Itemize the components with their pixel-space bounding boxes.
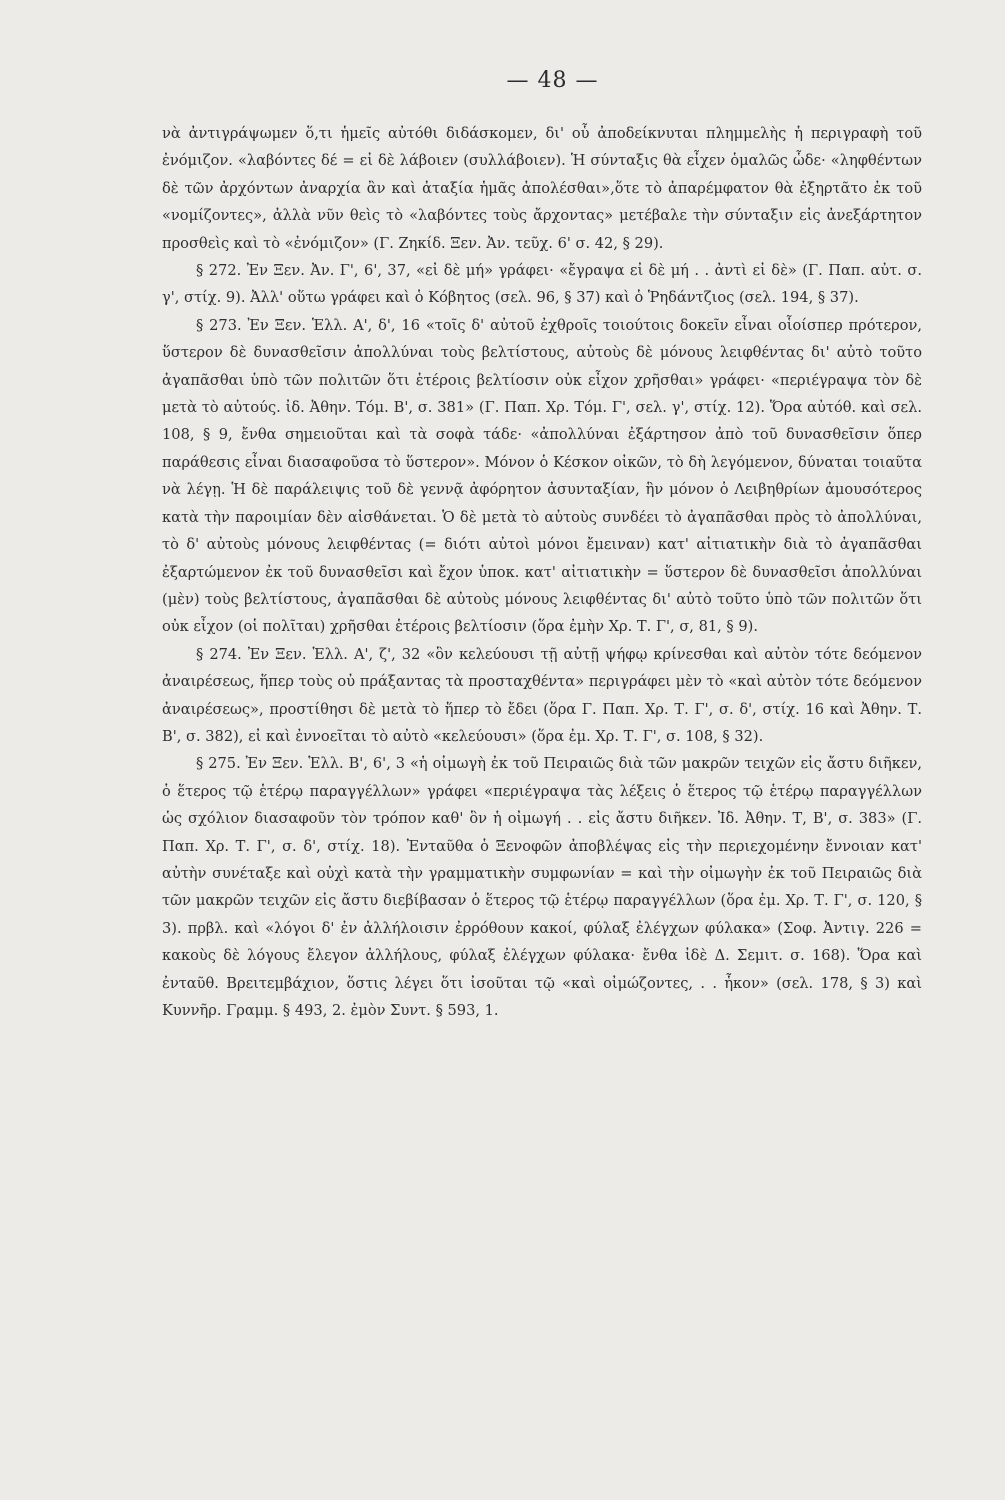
paragraph-272: § 272. Ἐν Ξεν. Ἀν. Γ', 6', 37, «εἰ δὲ μή» γράφει· «ἔγραψα εἰ δὲ μή . . ἀντὶ εἰ δὲ» (Γ. Παπ. αὐτ. σ. γ', στίχ. 9). Ἀλλ' οὕτω γράφει καὶ ὁ Κόβητος (σελ. 96, § 37) καὶ ὁ Ῥηδάντζιος (σελ. 194, § 37). — [162, 262, 922, 307]
body-text — [162, 120, 922, 1024]
paragraph-275: § 275. Ἐν Ξεν. Ἑλλ. Β', 6', 3 «ἡ οἰμωγὴ ἐκ τοῦ Πειραιῶς διὰ τῶν μακρῶν τειχῶν εἰς ἄστυ διῆκεν, ὁ ἕτερος τῷ ἑτέρῳ παραγγέλλων» γράφει «περιέγραψα τὰς λέξεις ὁ ἕτερος τῷ ἑτέρῳ παραγγέλλων ὡς σχόλιον διασαφοῦν τὸν τρόπον καθ' ὃν ἡ οἰμωγή . . εἰς ἄστυ διῆκεν. Ἰδ. Ἀθην. Τ, Β', σ. 383» (Γ. Παπ. Χρ. Τ. Γ', σ. δ', στίχ. 18). Ἐνταῦθα ὁ Ξενοφῶν ἀποβλέψας εἰς τὴν περιεχομένην ἔννοιαν κατ' αὐτὴν συνέταξε καὶ οὐχὶ κατὰ τὴν γραμματικὴν συμφωνίαν = καὶ τὴν οἰμωγὴν ἐκ τοῦ Πειραιῶς διὰ τῶν μακρῶν τειχῶν εἰς ἄστυ διεβίβασαν ὁ ἕτερος τῷ ἑτέρῳ παραγγέλλων (ὅρα ἐμ. Χρ. Τ. Γ', σ. 120, § 3). πρβλ. καὶ «λόγοι δ' ἐν ἀλλήλοισιν ἐρρόθουν κακοί, φύλαξ ἐλέγχων φύλακα» (Σοφ. Ἀντιγ. 226 = κακοὺς δὲ λόγους ἔλεγον ἀλλήλους, φύλαξ ἐλέγχων φύλακα· ἔνθα ἰδὲ Δ. Σεμιτ. σ. 168). Ὅρα καὶ ἐνταῦθ. Βρειτεμβάχιον, ὅστις λέγει ὅτι ἰσοῦται τῷ «καὶ οἰμώζοντες, . . ἧκον» (σελ. 178, § 3) καὶ Κυννῆρ. Γραμμ. § 493, 2. ἐμὸν Συντ. § 593, 1. — [162, 755, 922, 1019]
paragraph-continuation: νὰ ἀντιγράψωμεν ὅ,τι ἡμεῖς αὐτόθι διδάσκομεν, δι' οὗ ἀποδείκνυται πλημμελὴς ἡ περιγραφὴ τοῦ ἐνόμιζον. «λαβόντες δέ = εἰ δὲ λάβοιεν (συλλάβοιεν). Ἡ σύνταξις θὰ εἶχεν ὁμαλῶς ὧδε· «ληφθέντων δὲ τῶν ἀρχόντων ἀναρχία ἂν καὶ ἀταξία ἡμᾶς ἀπολέσθαι»,ὅτε τὸ ἀπαρέμφατον θὰ ἐξηρτᾶτο ἐκ τοῦ «νομίζοντες», ἀλλὰ νῦν θεὶς τὸ «λαβόντες τοὺς ἄρχοντας» μετέβαλε τὴν σύνταξιν εἰς ἀνεξάρτητον προσθεὶς καὶ τὸ «ἐνόμιζον» (Γ. Ζηκίδ. Ξεν. Ἀν. τεῦχ. 6' σ. 42, § 29). — [162, 125, 922, 252]
paragraph-274: § 274. Ἐν Ξεν. Ἑλλ. Α', ζ', 32 «ὃν κελεύουσι τῇ αὐτῇ ψήφῳ κρίνεσθαι καὶ αὐτὸν τότε δεόμενον ἀναιρέσεως, ἥπερ τοὺς οὐ πράξαντας τὰ προσταχθέντα» περιγράφει μὲν τὸ «καὶ αὐτὸν τότε δεόμενον ἀναιρέσεως», προστίθησι δὲ μετὰ τὸ ἥπερ τὸ ἔδει (ὅρα Γ. Παπ. Χρ. Τ. Γ', σ. δ', στίχ. 16 καὶ Ἀθην. Τ. Β', σ. 382), εἰ καὶ ἐννοεῖται τὸ αὐτὸ «κελεύουσι» (ὅρα ἐμ. Χρ. Τ. Γ', σ. 108, § 32). — [162, 645, 922, 745]
paragraph-273: § 273. Ἐν Ξεν. Ἑλλ. Α', δ', 16 «τοῖς δ' αὐτοῦ ἐχθροῖς τοιούτοις δοκεῖν εἶναι οἷοίσπερ πρότερον, ὕστερον δὲ δυνασθεῖσιν ἀπολλύναι τοὺς βελτίστους, αὐτοὺς δὲ μόνους λειφθέντας δι' αὐτὸ τοῦτο ἀγαπᾶσθαι ὑπὸ τῶν πολιτῶν ὅτι ἑτέροις βελτίοσιν οὐκ εἶχον χρῆσθαι» γράφει· «περιέγραψα τὸν δὲ μετὰ τὸ αὐτούς. ἰδ. Ἀθην. Τόμ. Β', σ. 381» (Γ. Παπ. Χρ. Τόμ. Γ', σελ. γ', στίχ. 12). Ὅρα αὐτόθ. καὶ σελ. 108, § 9, ἔνθα σημειοῦται καὶ τὰ σοφὰ τάδε· «ἀπολλύναι ἐξάρτησον ἀπὸ τοῦ δυνασθεῖσιν ὅπερ παράθεσις εἶναι διασαφοῦσα τὸ ὕστερον». Μόνον ὁ Κέσκον οἰκῶν, τὸ δὴ λεγόμενον, δύναται τοιαῦτα νὰ λέγῃ. Ἡ δὲ παράλειψις τοῦ δὲ γεννᾷ ἀφόρητον ἀσυνταξίαν, ἣν μόνον ὁ Λειβηθρίων ἀμουσότερος κατὰ τὴν παροιμίαν δὲν αἰσθάνεται. Ὁ δὲ μετὰ τὸ αὐτοὺς συνδέει τὸ ἀγαπᾶσθαι πρὸς τὸ ἀπολλύναι, τὸ δ' αὐτοὺς μόνους λειφθέντας (= διότι αὐτοὶ μόνοι ἔμειναν) κατ' αἰτιατικὴν διὰ τὸ ἀγαπᾶσθαι ἐξαρτώμενον ἐκ τοῦ δυνασθεῖσι καὶ ἔχον ὑποκ. κατ' αἰτιατικὴν = ὕστερον δὲ δυνασθεῖσι ἀπολλύναι (μὲν) τοὺς βελτίστους, ἀγαπᾶσθαι δὲ αὐτοὺς μόνους λειφθέντας δι' αὐτὸ τοῦτο ὑπὸ τῶν πολιτῶν ὅτι οὐκ εἶχον (οἱ πολῖται) χρῆσθαι ἑτέροις βελτίοσιν (ὅρα ἐμὴν Χρ. Τ. Γ', σ, 81, § 9). — [162, 316, 922, 636]
page-number: — 48 — — [506, 68, 599, 93]
